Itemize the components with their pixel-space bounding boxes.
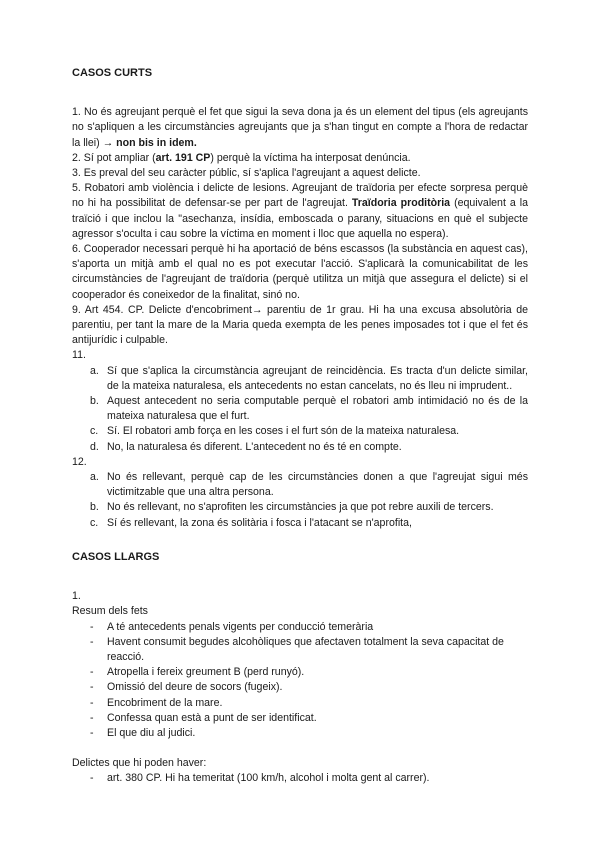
- answer-2: [72, 151, 528, 166]
- list-item: [72, 424, 528, 439]
- answer-1-text: 1. No és agreujant perquè el fet que sigui la seva dona ja és un element del tipus (els agreujants no s'apliquen a les circumstàncies agreujants que ja s'han tingut en compte a l'hora de redactar la llei) →: [72, 106, 528, 149]
- spacer: [72, 741, 528, 756]
- heading-short-cases: CASOS CURTS: [72, 67, 153, 79]
- dash-marker: -: [90, 696, 94, 709]
- heading-long-cases: CASOS LLARGS: [72, 550, 160, 563]
- list-item-text: El que diu al judici.: [107, 726, 196, 739]
- list-item: [72, 394, 528, 424]
- answer-5-text-a: 5. Robatori amb violència i delicte de lesions. Agreujant de traïdoria per efecte sorpresa perquè no hi ha possibilitat de defensar-se per part de l'agreujat.: [72, 182, 528, 210]
- dash-marker: -: [90, 681, 94, 694]
- list-item-text: A té antecedents penals vigents per conducció temerària: [107, 620, 374, 633]
- list-item: [72, 516, 528, 531]
- dash-marker: -: [90, 711, 94, 724]
- summary-label: Resum dels fets: [72, 605, 148, 618]
- spacer: [72, 531, 528, 550]
- list-item-text: Sí és rellevant, la zona és solitària i fosca i l'atacant se n'aprofita,: [107, 516, 412, 529]
- answer-5-text-b: (equivalent a la traïció i que inclou la "asechanza, insídia, emboscada o parany, situacions en què el subjecte agressor s'oculta i cau sobre la víctima en moment i lloc que aquella no espera).: [72, 197, 529, 240]
- list-item: [72, 771, 528, 786]
- crimes-list: [72, 771, 528, 786]
- list-item-text: No, la naturalesa és diferent. L'antecedent no és té en compte.: [107, 440, 402, 453]
- list-item-text: Sí. El robatori amb força en les coses i el furt són de la mateixa naturalesa.: [107, 425, 460, 438]
- answer-2-text-b: ) perquè la víctima ha interposat denúncia.: [210, 151, 411, 164]
- dash-marker: -: [90, 726, 94, 739]
- list-item: [72, 711, 528, 726]
- answer-12-list: [72, 470, 528, 531]
- list-marker: c.: [90, 425, 99, 438]
- answer-12-number: 12.: [72, 455, 87, 468]
- crimes-label: Delictes que hi poden haver:: [72, 757, 207, 770]
- dash-marker: -: [90, 620, 94, 633]
- answer-5-bold: Traïdoria proditòria: [351, 197, 451, 210]
- answer-3: 3. Es preval del seu caràcter públic, sí s'aplica l'agreujant a aquest delicte.: [72, 167, 421, 180]
- list-item-text: Sí que s'aplica la circumstància agreujant de reincidència. Es tracta d'un delicte similar, de la mateixa naturalesa, els antecedents no estan cancelats, no és lleu ni imprudent..: [107, 364, 528, 392]
- list-marker: b.: [90, 395, 99, 408]
- answer-1-bold: non bis in idem.: [116, 136, 197, 149]
- list-item: [72, 635, 528, 665]
- list-item-text: Aquest antecedent no seria computable perquè el robatori amb intimidació no és de la mateixa naturalesa que el furt.: [107, 395, 528, 423]
- spacer: [72, 81, 528, 105]
- spacer: [72, 565, 528, 589]
- list-marker: a.: [90, 471, 99, 484]
- answer-6: 6. Cooperador necessari perquè hi ha aportació de béns escassos (la substància en aquest cas), s'aporta un mitjà amb el qual no es pot executar l'acció. S'aplicarà la comunicabilitat de les circumstàncies de l'agreujant de traïdoria (perquè utilitza un mitjà que assegura el delicte) si el cooperador és coneixedor de la finalitat, sinó no.: [72, 243, 528, 301]
- list-item: [72, 500, 528, 515]
- answer-11-list: [72, 364, 528, 455]
- list-item-text: No és rellevant, perquè cap de les circumstàncies donen a que l'agreujat sigui més victimitzable que una altra persona.: [107, 471, 528, 499]
- list-item: [72, 440, 528, 455]
- answer-5: [72, 181, 528, 242]
- list-item-text: Encobriment de la mare.: [107, 696, 223, 709]
- list-item-text: Omissió del deure de socors (fugeix).: [107, 681, 283, 694]
- list-item-text: art. 380 CP. Hi ha temeritat (100 km/h, alcohol i molta gent al carrer).: [107, 772, 430, 785]
- dash-marker: -: [90, 666, 94, 679]
- list-item: [72, 665, 528, 680]
- list-item-text: No és rellevant, no s'aprofiten les circumstàncies ja que pot rebre auxili de tercers.: [107, 501, 494, 514]
- list-item: [72, 726, 528, 741]
- list-item: [72, 620, 528, 635]
- list-item: [72, 696, 528, 711]
- list-marker: b.: [90, 501, 99, 514]
- list-item-text: Atropella i fereix greument B (perd runyó).: [107, 666, 305, 679]
- facts-list: [72, 620, 528, 742]
- list-item: [72, 364, 528, 394]
- list-marker: a.: [90, 364, 99, 377]
- list-item-text: Confessa quan està a punt de ser identificat.: [107, 711, 317, 724]
- list-marker: d.: [90, 440, 99, 453]
- answer-11-number: 11.: [72, 349, 86, 362]
- answer-2-text-a: 2. Sí pot ampliar (: [72, 151, 156, 164]
- list-item: [72, 470, 528, 500]
- answer-9: 9. Art 454. CP. Delicte d'encobriment→ parentiu de 1r grau. Hi ha una excusa absolutòria de parentiu, per tant la mare de la Maria queda exempta de les penes imposades tot i que el fet és antijurídic i culpable.: [72, 303, 528, 347]
- list-item: [72, 680, 528, 695]
- dash-marker: -: [90, 772, 94, 785]
- answer-1: [72, 105, 528, 151]
- answer-2-bold: art. 191 CP: [155, 151, 211, 164]
- case-number: 1.: [72, 590, 81, 603]
- list-marker: c.: [90, 516, 99, 529]
- list-item-text: Havent consumit begudes alcohòliques que afectaven totalment la seva capacitat de reacció.: [107, 635, 504, 663]
- dash-marker: -: [90, 635, 94, 648]
